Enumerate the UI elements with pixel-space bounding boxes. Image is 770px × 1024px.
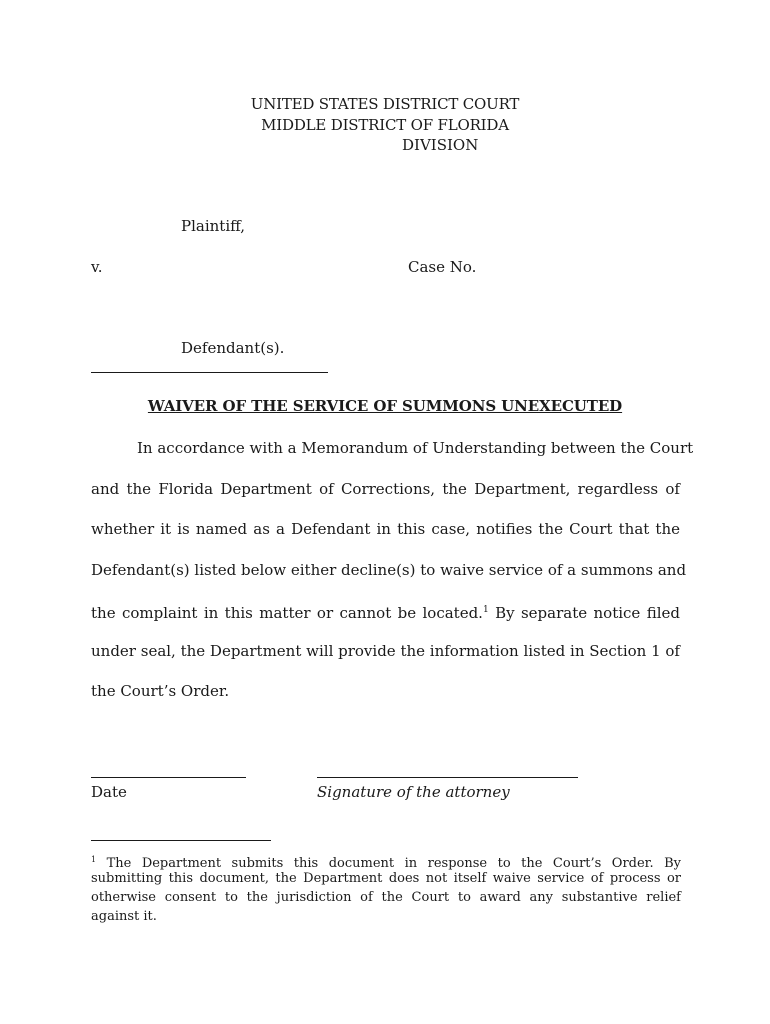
attorney-signature-label: Signature of the attorney bbox=[317, 783, 510, 801]
footnote-line-1-text: The Department submits this document in response to the Court’s Order. By bbox=[96, 856, 681, 871]
footnote-reference[interactable]: 1 bbox=[482, 605, 489, 615]
date-line bbox=[91, 777, 246, 778]
district-name: MIDDLE DISTRICT OF FLORIDA bbox=[261, 116, 509, 134]
body-line-4: Defendant(s) listed below either decline(s) to waive service of a summons and bbox=[91, 561, 687, 579]
body-line-3: whether it is named as a Defendant in this case, notifies the Court that the bbox=[91, 520, 680, 538]
body-line-5 bbox=[91, 600, 680, 623]
versus-label: v. bbox=[91, 258, 103, 276]
body-line-6: under seal, the Department will provide the information listed in Section 1 of bbox=[91, 642, 680, 660]
footnote-line-3: otherwise consent to the jurisdiction of the Court to award any substantive relief bbox=[91, 890, 681, 905]
plaintiff-label: Plaintiff, bbox=[181, 217, 246, 235]
body-line-5-end: By separate notice filed bbox=[488, 604, 680, 622]
document-title: WAIVER OF THE SERVICE OF SUMMONS UNEXECUTED bbox=[147, 397, 623, 415]
footnote-line-2: submitting this document, the Department does not itself waive service of process or bbox=[91, 871, 681, 886]
footnote-divider bbox=[91, 840, 271, 841]
body-line-1: In accordance with a Memorandum of Understanding between the Court bbox=[137, 439, 694, 457]
body-line-7: the Court’s Order. bbox=[91, 682, 230, 700]
body-line-5-start: the complaint in this matter or cannot be located. bbox=[91, 604, 483, 622]
caption-divider bbox=[91, 372, 328, 373]
case-number-label: Case No. bbox=[408, 258, 477, 276]
court-name: UNITED STATES DISTRICT COURT bbox=[250, 95, 520, 113]
signature-line bbox=[317, 777, 578, 778]
division-label: DIVISION bbox=[402, 136, 479, 154]
date-label: Date bbox=[91, 783, 127, 801]
defendants-label: Defendant(s). bbox=[181, 339, 285, 357]
body-line-2: and the Florida Department of Corrections, the Department, regardless of bbox=[91, 480, 680, 498]
footnote-number: 1 bbox=[91, 855, 97, 864]
footnote-line-4: against it. bbox=[91, 909, 157, 924]
